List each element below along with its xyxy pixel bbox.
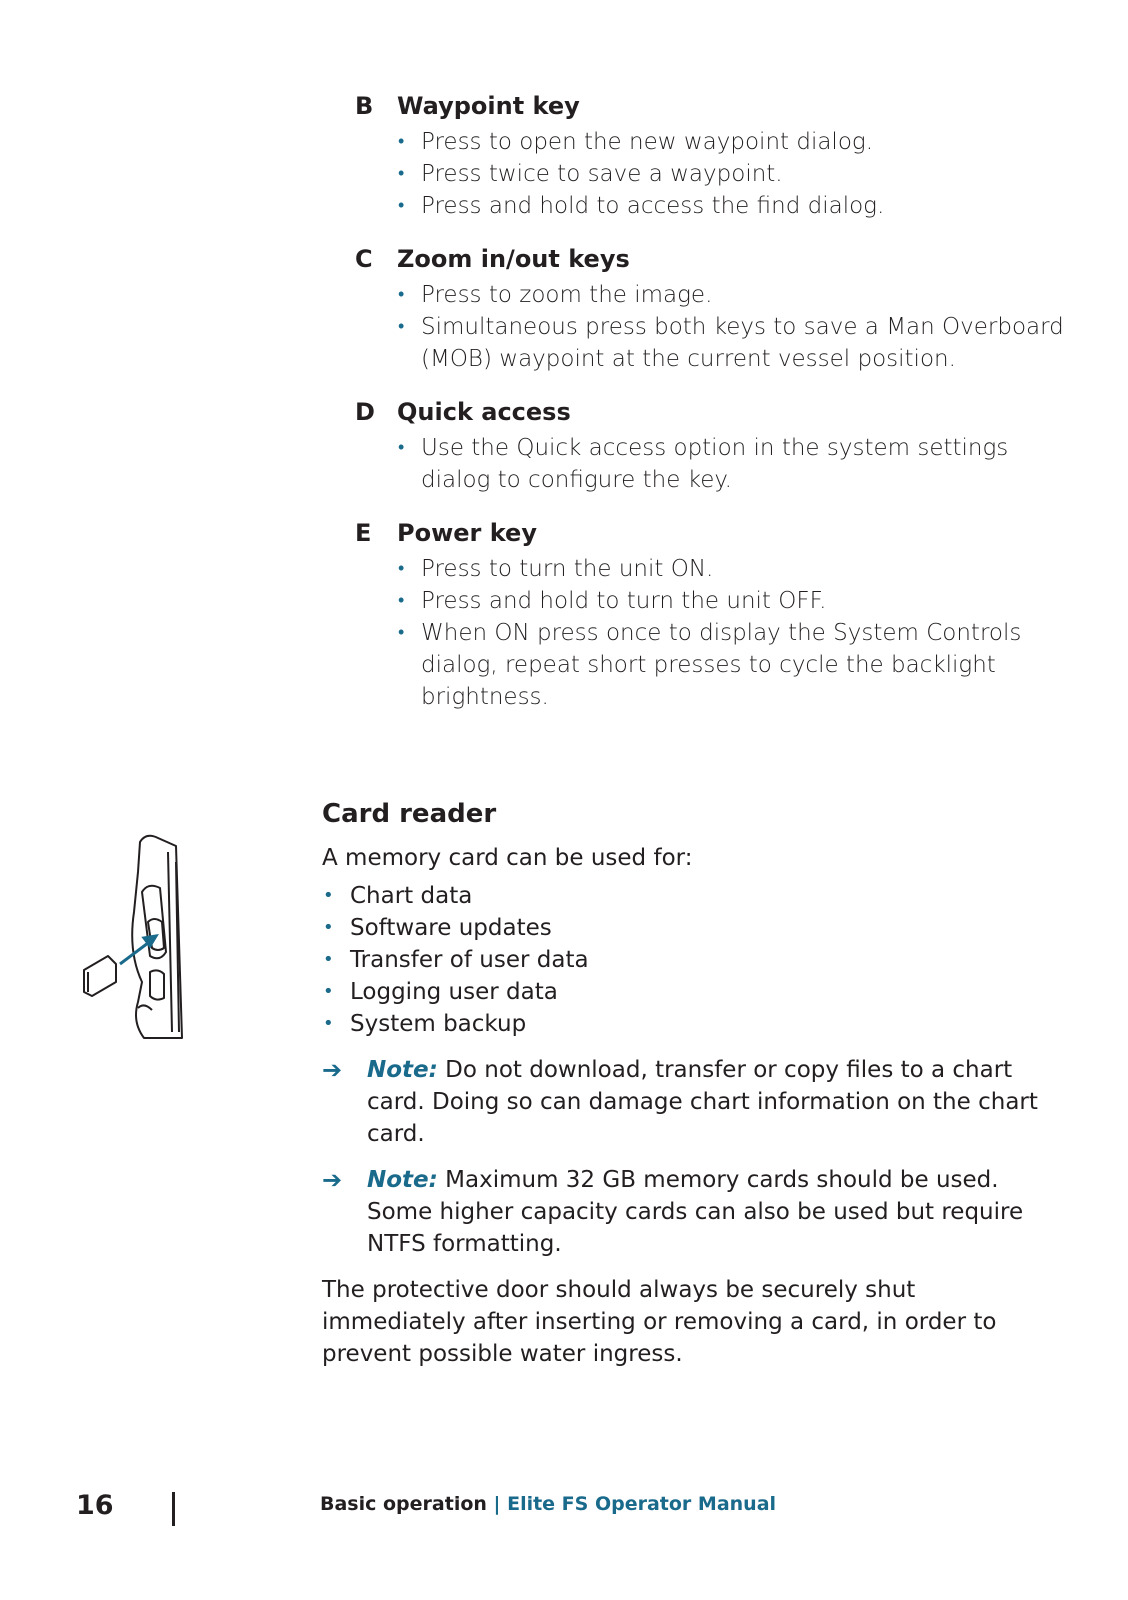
list-item: • Logging user data xyxy=(322,976,1052,1008)
footer-manual-title: Elite FS Operator Manual xyxy=(507,1493,777,1515)
key-bullet-list xyxy=(355,279,1075,375)
key-block-waypoint xyxy=(355,92,1075,222)
key-bullet-list xyxy=(355,553,1075,713)
card-slot-illustration xyxy=(78,832,198,1044)
note xyxy=(322,1164,1052,1260)
note-label: Note: xyxy=(367,1167,438,1193)
key-block-power xyxy=(355,519,1075,713)
bullet-icon: • xyxy=(398,131,405,152)
list-item: • Software updates xyxy=(322,912,1052,944)
running-footer xyxy=(320,1493,776,1515)
key-letter: B xyxy=(355,92,374,120)
bullet-icon: • xyxy=(323,885,334,906)
note-text: Do not download, transfer or copy files to a chart card. Doing so can damage chart information on the chart card. xyxy=(367,1057,1038,1147)
list-item: • Use the Quick access option in the system settings dialog to configure the key. xyxy=(397,432,1075,496)
arrow-right-icon: ➔ xyxy=(322,1056,343,1084)
list-item: • System backup xyxy=(322,1008,1052,1040)
key-title: Power key xyxy=(397,519,537,547)
note-label: Note: xyxy=(367,1057,438,1083)
bullet-icon: • xyxy=(323,1013,334,1034)
note xyxy=(322,1054,1052,1150)
key-title: Zoom in/out keys xyxy=(397,245,630,273)
key-heading xyxy=(355,398,1075,432)
key-title: Quick access xyxy=(397,398,571,426)
list-item: • Simultaneous press both keys to save a Man Overboard (MOB) waypoint at the current vessel position. xyxy=(397,311,1075,375)
key-bullet-list xyxy=(355,126,1075,222)
arrow-right-icon: ➔ xyxy=(322,1166,343,1194)
list-item: • Press twice to save a waypoint. xyxy=(397,158,1075,190)
bullet-icon: • xyxy=(323,949,334,970)
footer-section: Basic operation xyxy=(320,1493,487,1515)
list-item: • Chart data xyxy=(322,880,1052,912)
card-uses-list xyxy=(322,880,1052,1040)
key-descriptions xyxy=(355,92,1075,736)
key-heading xyxy=(355,245,1075,279)
page-number: 16 xyxy=(76,1490,114,1521)
key-title: Waypoint key xyxy=(397,92,580,120)
bullet-icon: • xyxy=(398,195,405,216)
key-block-quick-access xyxy=(355,398,1075,496)
section-title: Card reader xyxy=(322,799,497,829)
section-intro: A memory card can be used for: xyxy=(322,845,693,871)
bullet-icon: • xyxy=(398,558,405,579)
list-item: • Press and hold to turn the unit OFF. xyxy=(397,585,1075,617)
key-bullet-list xyxy=(355,432,1075,496)
card-reader-section xyxy=(322,796,1052,1370)
key-letter: E xyxy=(355,519,372,547)
key-heading xyxy=(355,92,1075,126)
list-item: • Press and hold to access the find dialog. xyxy=(397,190,1075,222)
bullet-icon: • xyxy=(398,284,405,305)
footer-divider xyxy=(172,1492,175,1526)
list-item: • When ON press once to display the System Controls dialog, repeat short presses to cycle the backlight brightness. xyxy=(397,617,1075,713)
door-warning-paragraph: The protective door should always be securely shut immediately after inserting or removing a card, in order to prevent possible water ingress. xyxy=(322,1277,997,1367)
bullet-icon: • xyxy=(398,622,405,643)
list-item: • Transfer of user data xyxy=(322,944,1052,976)
bullet-icon: • xyxy=(398,316,405,337)
list-item: • Press to turn the unit ON. xyxy=(397,553,1075,585)
bullet-icon: • xyxy=(323,981,334,1002)
bullet-icon: • xyxy=(398,163,405,184)
list-item: • Press to zoom the image. xyxy=(397,279,1075,311)
key-letter: C xyxy=(355,245,373,273)
list-item: • Press to open the new waypoint dialog. xyxy=(397,126,1075,158)
note-text: Maximum 32 GB memory cards should be used. Some higher capacity cards can also be used but require NTFS formatting. xyxy=(367,1167,1024,1257)
key-letter: D xyxy=(355,398,375,426)
key-heading xyxy=(355,519,1075,553)
bullet-icon: • xyxy=(398,590,405,611)
footer-separator: | xyxy=(486,1493,508,1515)
bullet-icon: • xyxy=(323,917,334,938)
key-block-zoom xyxy=(355,245,1075,375)
bullet-icon: • xyxy=(398,437,405,458)
